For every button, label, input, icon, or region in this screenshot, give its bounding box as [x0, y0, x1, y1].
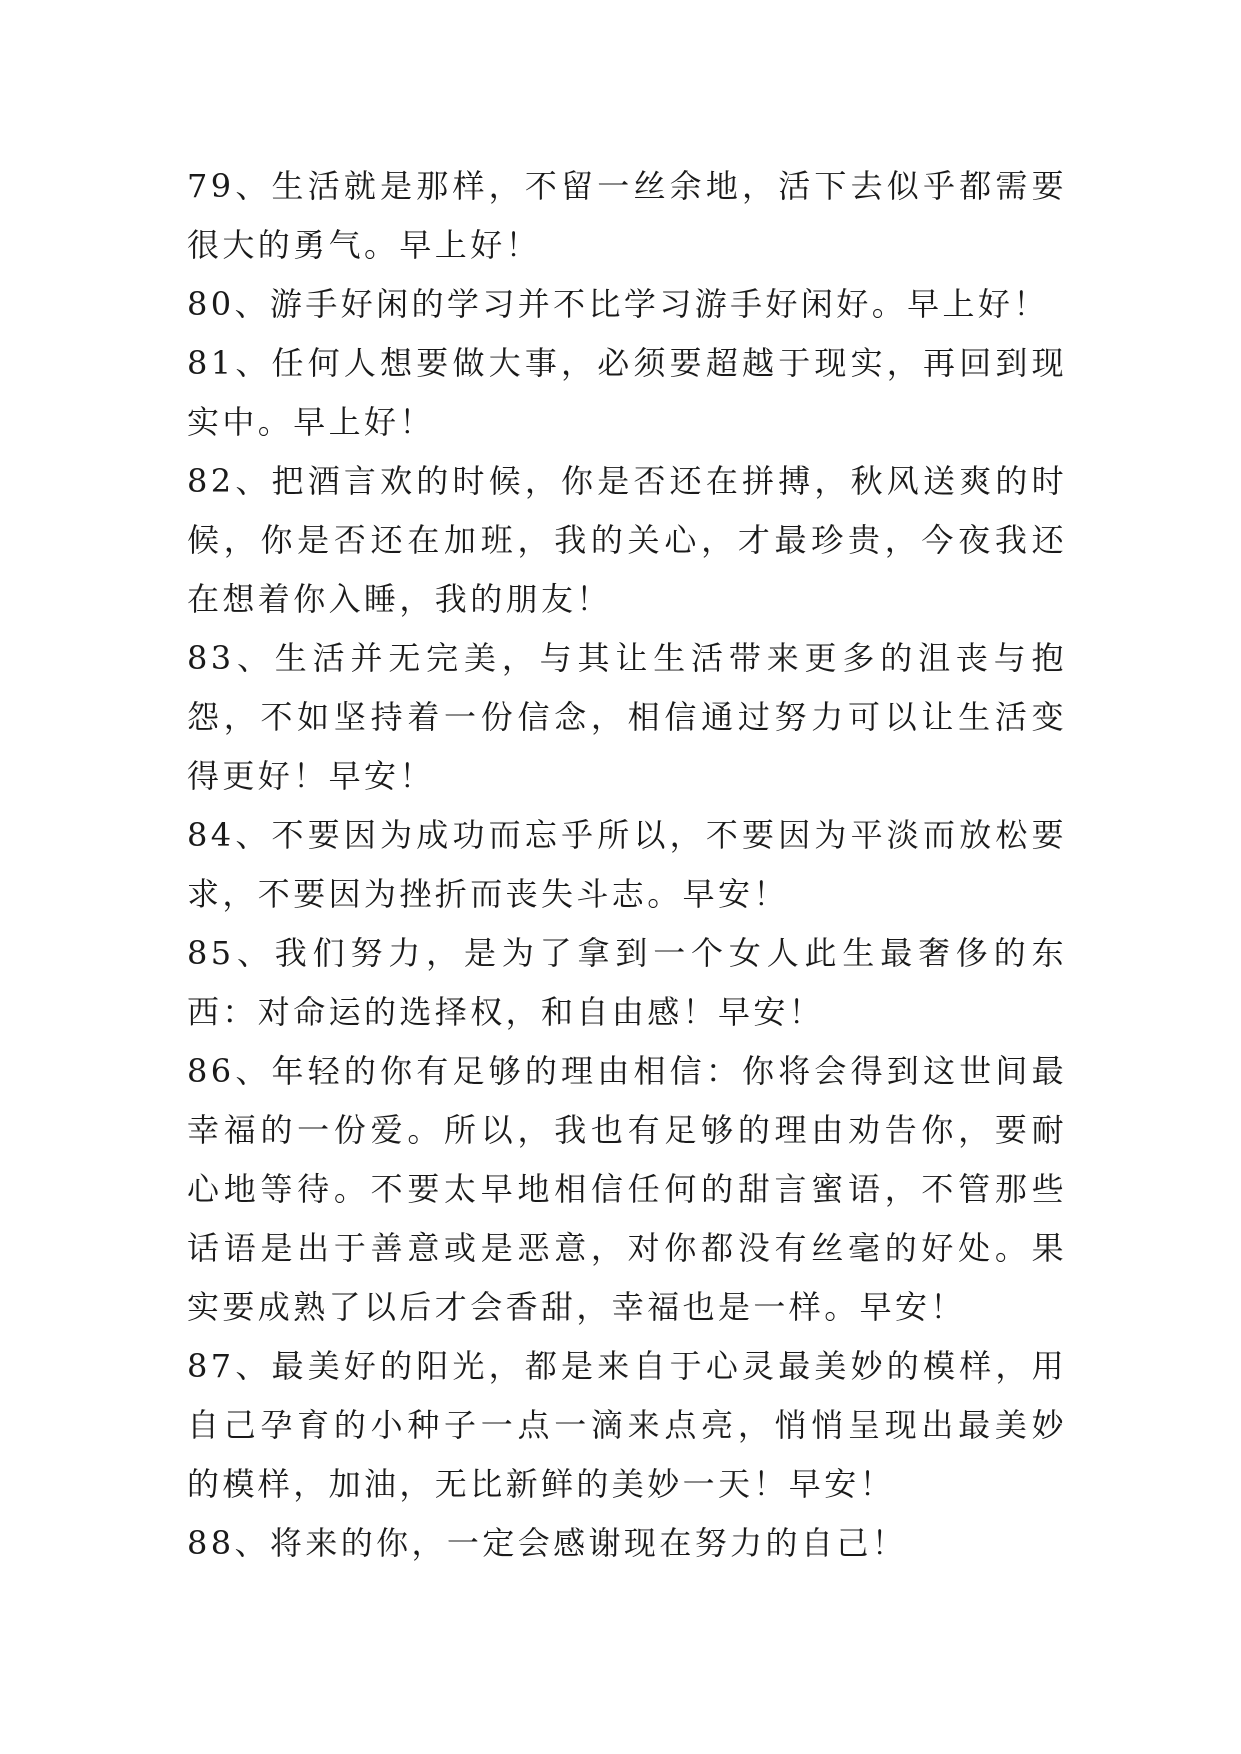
entry-82: 82、把酒言欢的时候，你是否还在拼搏，秋风送爽的时候，你是否还在加班，我的关心，才最珍贵，今夜我还在想着你入睡，我的朋友！ [187, 462, 1067, 618]
entry-79: 79、生活就是那样，不留一丝余地，活下去似乎都需要很大的勇气。早上好！ [187, 167, 1067, 264]
entry-85: 85、我们努力，是为了拿到一个女人此生最奢侈的东西：对命运的选择权，和自由感！早安！ [187, 934, 1067, 1031]
entry-87: 87、最美好的阳光，都是来自于心灵最美妙的模样，用自己孕育的小种子一点一滴来点亮，悄悄呈现出最美妙的模样，加油，无比新鲜的美妙一天！早安！ [187, 1347, 1067, 1503]
entry-86: 86、年轻的你有足够的理由相信：你将会得到这世间最幸福的一份爱。所以，我也有足够的理由劝告你，要耐心地等待。不要太早地相信任何的甜言蜜语，不管那些话语是出于善意或是恶意，对你都没有丝毫的好处。果实要成熟了以后才会香甜，幸福也是一样。早安！ [187, 1052, 1067, 1326]
entry-80: 80、游手好闲的学习并不比学习游手好闲好。早上好！ [187, 285, 1049, 323]
entry-81: 81、任何人想要做大事，必须要超越于现实，再回到现实中。早上好！ [187, 344, 1067, 441]
entry-83: 83、生活并无完美，与其让生活带来更多的沮丧与抱怨，不如坚持着一份信念，相信通过努力可以让生活变得更好！早安！ [187, 639, 1067, 795]
entry-88: 88、将来的你，一定会感谢现在努力的自己！ [187, 1524, 908, 1562]
document-page [187, 157, 1067, 1573]
entry-84: 84、不要因为成功而忘乎所以，不要因为平淡而放松要求，不要因为挫折而丧失斗志。早安！ [187, 816, 1067, 913]
